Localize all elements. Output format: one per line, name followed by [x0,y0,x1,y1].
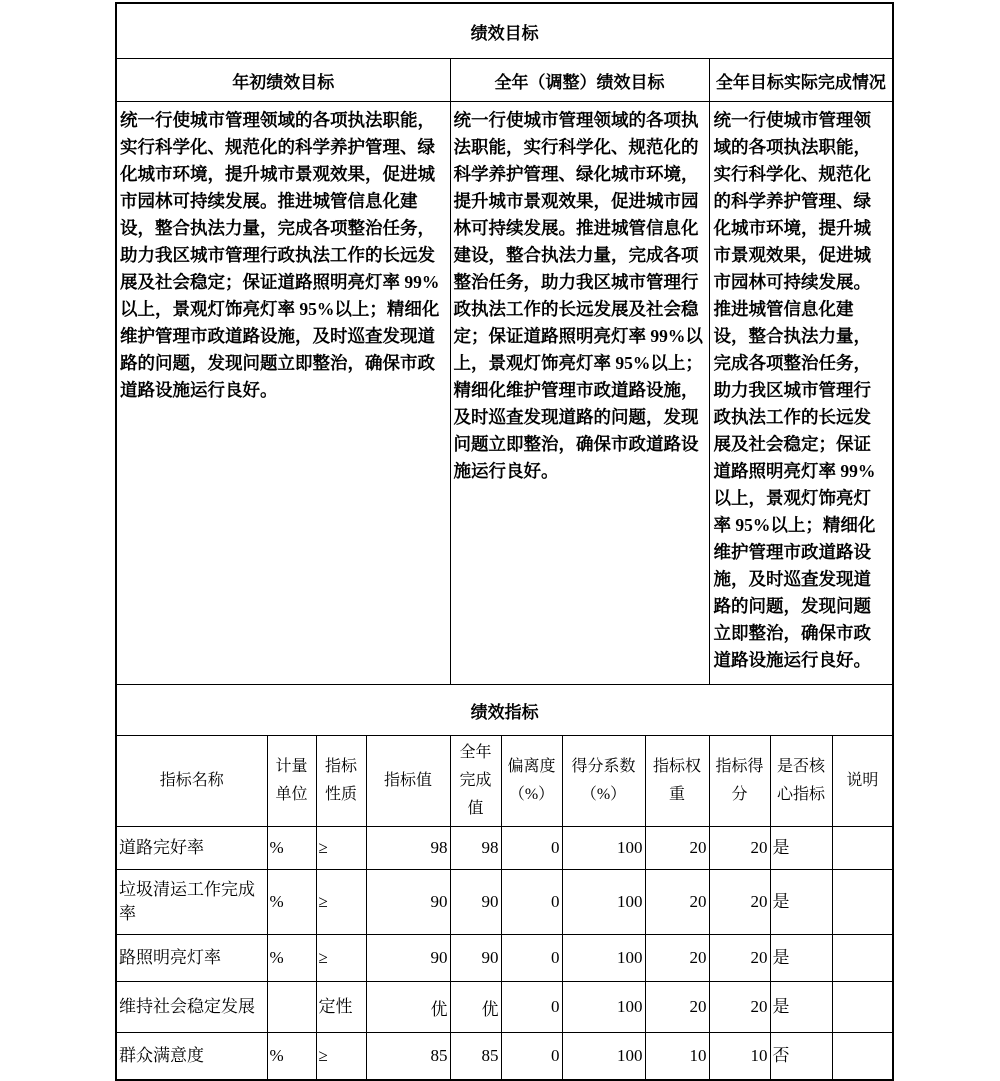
cell-target: 98 [366,827,450,870]
cell-target: 优 [366,982,450,1033]
cell-coefficient: 100 [562,982,645,1033]
cell-weight: 10 [645,1033,709,1081]
header-note: 说明 [832,736,893,827]
goals-header-initial: 年初绩效目标 [116,59,450,102]
indicators-title-row [116,685,893,736]
header-nature: 指标性质 [316,736,366,827]
cell-unit: % [267,935,316,982]
cell-note [832,1033,893,1081]
cell-completed: 90 [450,935,501,982]
header-score: 指标得分 [709,736,770,827]
goals-text-adjusted: 统一行使城市管理领域的各项执法职能，实行科学化、规范化的科学养护管理、绿化城市环境，提升城市景观效果，促进城市园林可持续发展。推进城管信息化建设，整合执法力量，完成各项整治任务，助力我区城市管理行政执法工作的长远发展及社会稳定；保证道路照明亮灯率 99%以上，景观灯饰亮灯率 95%以上；精细化维护管理市政道路设施，及时巡查发现道路的问题，发现问题立即整治，确保市政道路设施运行良好。 [450,102,709,685]
header-core-indicator: 是否核心指标 [770,736,832,827]
cell-coefficient: 100 [562,827,645,870]
cell-completed: 90 [450,870,501,935]
cell-score: 20 [709,982,770,1033]
cell-nature: ≥ [316,870,366,935]
indicators-section-title: 绩效指标 [116,685,893,736]
cell-note [832,827,893,870]
cell-nature: 定性 [316,982,366,1033]
performance-report-table [115,2,894,1081]
cell-name: 垃圾清运工作完成率 [116,870,267,935]
cell-completed: 优 [450,982,501,1033]
cell-target: 90 [366,870,450,935]
cell-nature: ≥ [316,935,366,982]
cell-deviation: 0 [501,1033,562,1081]
indicator-row-public-satisfaction [116,1033,893,1081]
cell-deviation: 0 [501,870,562,935]
cell-core: 是 [770,870,832,935]
cell-name: 道路完好率 [116,827,267,870]
indicator-row-road-condition [116,827,893,870]
cell-core: 是 [770,935,832,982]
goals-text-initial: 统一行使城市管理领域的各项执法职能，实行科学化、规范化的科学养护管理、绿化城市环境，提升城市景观效果，促进城市园林可持续发展。推进城管信息化建设，整合执法力量，完成各项整治任务，助力我区城市管理行政执法工作的长远发展及社会稳定；保证道路照明亮灯率 99%以上，景观灯饰亮灯率 95%以上；精细化维护管理市政道路设施，及时巡查发现道路的问题，发现问题立即整治，确保市政道路设施运行良好。 [116,102,450,685]
cell-nature: ≥ [316,827,366,870]
cell-core: 否 [770,1033,832,1081]
header-weight: 指标权重 [645,736,709,827]
indicator-row-garbage-removal [116,870,893,935]
cell-score: 20 [709,935,770,982]
cell-score: 10 [709,1033,770,1081]
cell-unit [267,982,316,1033]
goals-section-title: 绩效目标 [116,3,893,59]
cell-note [832,870,893,935]
cell-coefficient: 100 [562,870,645,935]
cell-name: 维持社会稳定发展 [116,982,267,1033]
header-target-value: 指标值 [366,736,450,827]
cell-completed: 85 [450,1033,501,1081]
cell-coefficient: 100 [562,935,645,982]
cell-score: 20 [709,827,770,870]
cell-unit: % [267,870,316,935]
goals-header-adjusted: 全年（调整）绩效目标 [450,59,709,102]
cell-completed: 98 [450,827,501,870]
cell-note [832,935,893,982]
goals-text-row [116,102,893,685]
indicator-row-street-lighting [116,935,893,982]
cell-name: 群众满意度 [116,1033,267,1081]
header-unit: 计量单位 [267,736,316,827]
cell-weight: 20 [645,827,709,870]
cell-deviation: 0 [501,935,562,982]
header-indicator-name: 指标名称 [116,736,267,827]
cell-note [832,982,893,1033]
cell-target: 85 [366,1033,450,1081]
indicator-row-social-stability [116,982,893,1033]
cell-nature: ≥ [316,1033,366,1081]
indicators-header-row [116,736,893,827]
cell-core: 是 [770,982,832,1033]
cell-unit: % [267,827,316,870]
cell-target: 90 [366,935,450,982]
cell-deviation: 0 [501,982,562,1033]
cell-score: 20 [709,870,770,935]
cell-weight: 20 [645,935,709,982]
cell-unit: % [267,1033,316,1081]
header-completed-value: 全年完成值 [450,736,501,827]
goals-text-actual: 统一行使城市管理领域的各项执法职能，实行科学化、规范化的科学养护管理、绿化城市环境，提升城市景观效果，促进城市园林可持续发展。推进城管信息化建设，整合执法力量，完成各项整治任务，助力我区城市管理行政执法工作的长远发展及社会稳定；保证道路照明亮灯率 99%以上，景观灯饰亮灯率 95%以上；精细化维护管理市政道路设施，及时巡查发现道路的问题，发现问题立即整治，确保市政道路设施运行良好。 [709,102,893,685]
cell-name: 路照明亮灯率 [116,935,267,982]
goals-header-actual: 全年目标实际完成情况 [709,59,893,102]
goals-title-row [116,3,893,59]
goals-header-row [116,59,893,102]
header-score-coefficient: 得分系数（%） [562,736,645,827]
header-deviation: 偏离度（%） [501,736,562,827]
cell-deviation: 0 [501,827,562,870]
cell-core: 是 [770,827,832,870]
cell-weight: 20 [645,982,709,1033]
cell-coefficient: 100 [562,1033,645,1081]
cell-weight: 20 [645,870,709,935]
